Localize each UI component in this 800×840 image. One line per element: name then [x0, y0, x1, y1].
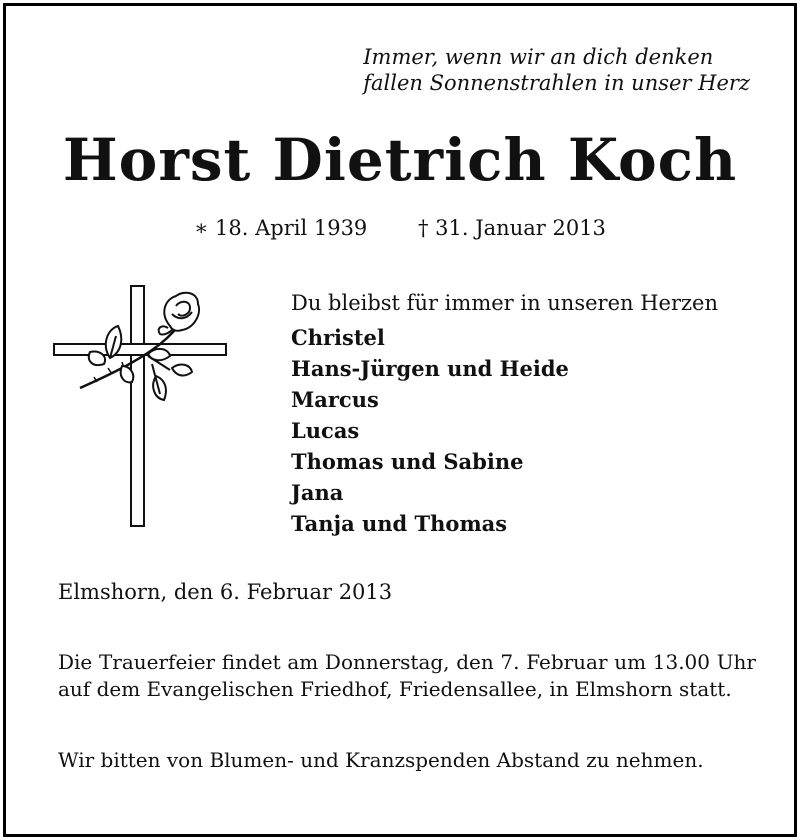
- cross-with-rose-icon: [52, 284, 232, 530]
- mourner-name: Tanja und Thomas: [291, 511, 508, 536]
- mourner-name: Jana: [291, 480, 344, 505]
- death-date: † 31. Januar 2013: [418, 216, 606, 240]
- mourner-name: Christel: [291, 325, 385, 350]
- mourner-name: Thomas und Sabine: [291, 449, 524, 474]
- deceased-name: Horst Dietrich Koch: [62, 126, 738, 194]
- place-and-date: Elmshorn, den 6. Februar 2013: [58, 580, 393, 604]
- request-notice: Wir bitten von Blumen- und Kranzspenden Abstand zu nehmen.: [58, 748, 704, 772]
- mourner-name: Lucas: [291, 418, 360, 443]
- life-dates: [6, 216, 794, 240]
- motto: [363, 44, 750, 96]
- mourner-name: Marcus: [291, 387, 379, 412]
- motto-line-2: fallen Sonnenstrahlen in unser Herz: [363, 71, 750, 95]
- mourner-name: Hans-Jürgen und Heide: [291, 356, 569, 381]
- mourners-list: [291, 322, 718, 539]
- birth-date: ∗ 18. April 1939: [194, 216, 368, 240]
- funeral-notice: Die Trauerfeier findet am Donnerstag, den 7. Februar um 13.00 Uhr auf dem Evangelischen Friedhof, Friedensallee, in Elmshorn statt.: [58, 650, 756, 701]
- motto-line-1: Immer, wenn wir an dich denken: [363, 45, 714, 69]
- mourners-block: [291, 288, 718, 539]
- mourners-subtitle: Du bleibst für immer in unseren Herzen: [291, 291, 719, 315]
- obituary-frame: [3, 3, 797, 837]
